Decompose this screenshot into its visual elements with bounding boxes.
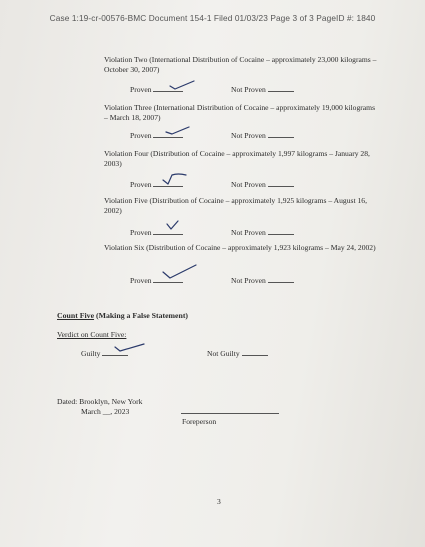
not-proven-blank xyxy=(268,130,294,138)
not-guilty-blank xyxy=(242,348,268,356)
violation-three-text: Violation Three (International Distribution of Cocaine – approximately 19,000 kilograms – March 18, 2007) xyxy=(104,103,376,123)
violation-two-text: Violation Two (International Distribution of Cocaine – approximately 23,000 kilograms – October 30, 2007) xyxy=(104,55,377,75)
count-five-not-guilty xyxy=(207,348,268,358)
not-proven-label: Not Proven xyxy=(231,131,266,140)
proven-label: Proven xyxy=(130,276,152,285)
check-mark-icon xyxy=(160,262,200,282)
not-proven-blank xyxy=(268,227,294,235)
violation-three-not-proven xyxy=(231,130,294,140)
dated-date: March __, 2023 xyxy=(81,407,130,416)
check-mark-icon xyxy=(164,219,188,235)
proven-label: Proven xyxy=(130,131,152,140)
violation-six-not-proven xyxy=(231,275,294,285)
check-mark-icon xyxy=(168,78,196,92)
guilty-label: Guilty xyxy=(81,349,101,358)
proven-label: Proven xyxy=(130,85,152,94)
check-mark-icon xyxy=(160,171,190,187)
not-proven-label: Not Proven xyxy=(231,180,266,189)
check-mark-icon xyxy=(164,124,192,136)
count-five-title-rest: (Making a False Statement) xyxy=(94,311,189,320)
violation-two-not-proven xyxy=(231,84,294,94)
violation-five-not-proven xyxy=(231,227,294,237)
not-proven-label: Not Proven xyxy=(231,228,266,237)
not-proven-blank xyxy=(268,275,294,283)
not-proven-blank xyxy=(268,84,294,92)
count-five-verdict-label: Verdict on Count Five: xyxy=(57,330,127,339)
check-mark-icon xyxy=(112,338,148,356)
dated-location: Dated: Brooklyn, New York xyxy=(57,397,143,406)
violation-five-text: Violation Five (Distribution of Cocaine – approximately 1,925 kilograms – August 16, 2002) xyxy=(104,196,367,216)
signature-line xyxy=(181,413,279,414)
count-five-title xyxy=(57,311,188,320)
count-five-title-underlined: Count Five xyxy=(57,311,95,320)
not-proven-blank xyxy=(268,179,294,187)
violation-four-not-proven xyxy=(231,179,294,189)
proven-label: Proven xyxy=(130,228,152,237)
not-proven-label: Not Proven xyxy=(231,85,266,94)
proven-label: Proven xyxy=(130,180,152,189)
violation-four-text: Violation Four (Distribution of Cocaine – approximately 1,997 kilograms – January 28, 2003) xyxy=(104,149,370,169)
violation-six-text: Violation Six (Distribution of Cocaine – approximately 1,923 kilograms – May 24, 2002) xyxy=(104,243,376,252)
foreperson-label: Foreperson xyxy=(182,417,217,426)
case-header: Case 1:19-cr-00576-BMC Document 154-1 Filed 01/03/23 Page 3 of 3 PageID #: 1840 xyxy=(49,13,376,23)
not-proven-label: Not Proven xyxy=(231,276,266,285)
not-guilty-label: Not Guilty xyxy=(207,349,240,358)
page-number: 3 xyxy=(217,497,221,506)
